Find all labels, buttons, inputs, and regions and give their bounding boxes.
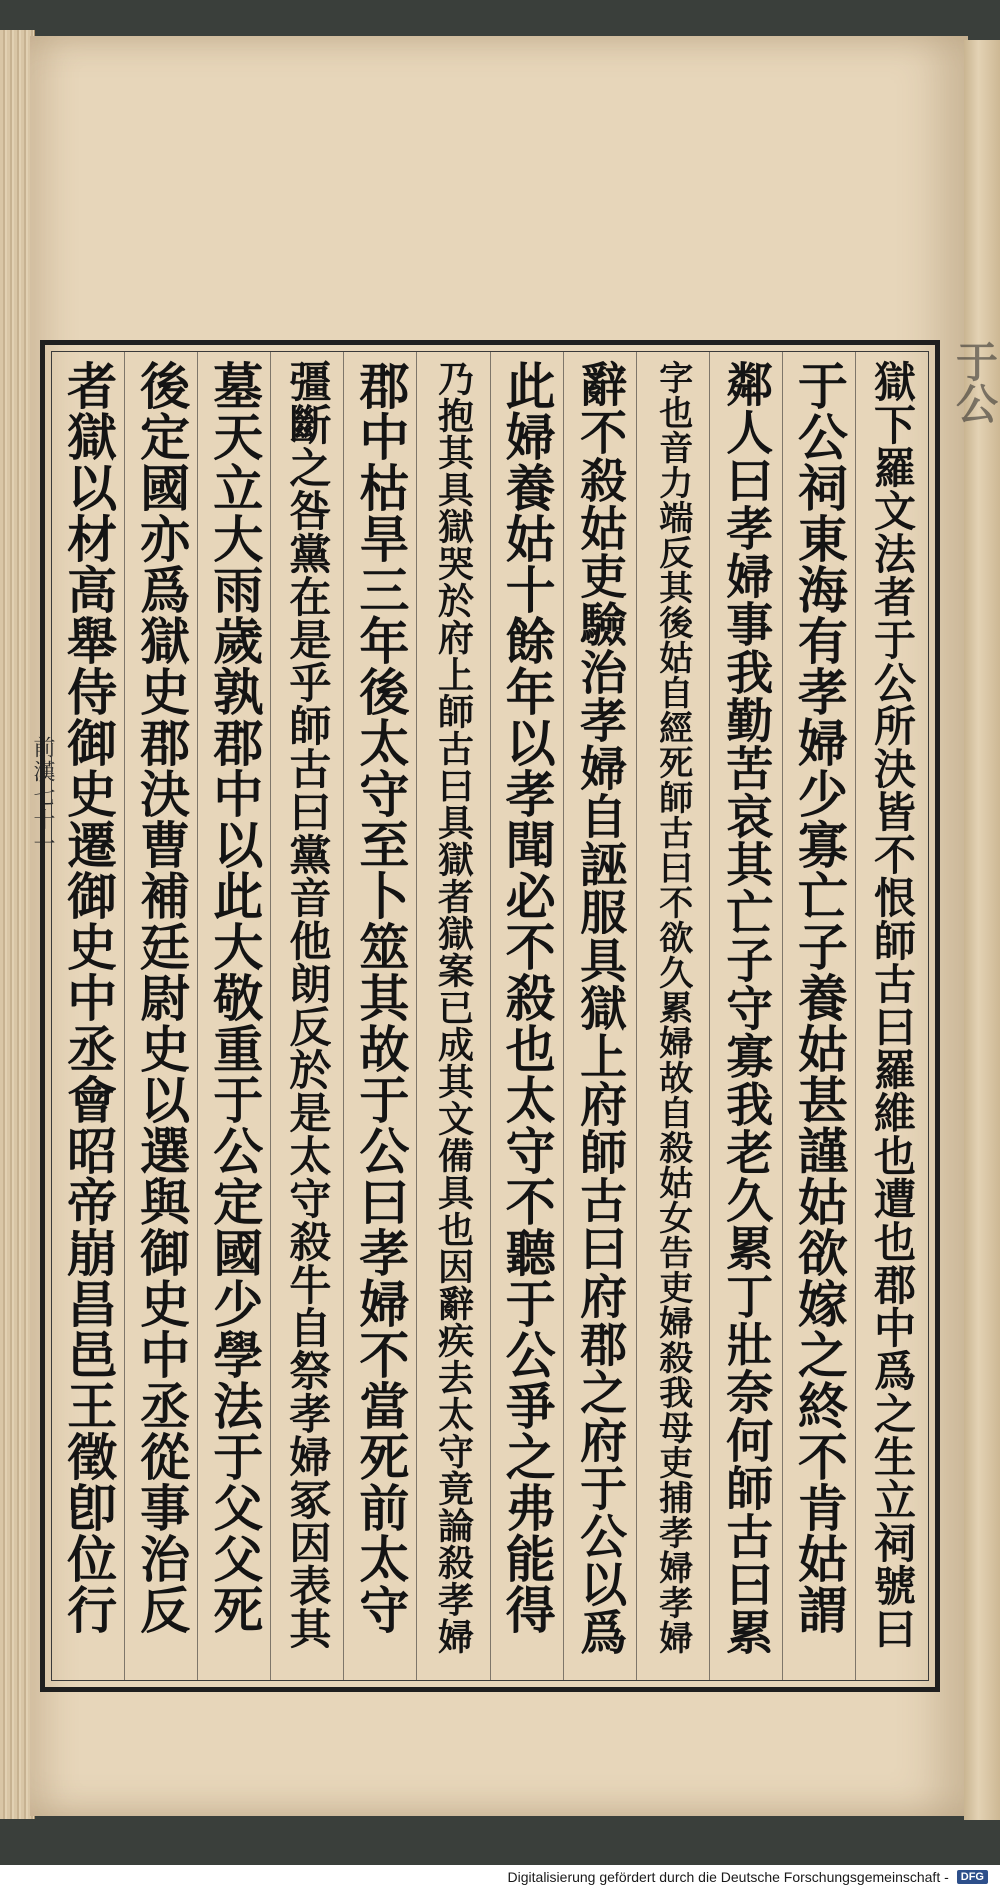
column-text: 墓天立大雨歲孰郡中以此大敬重于公定國少學法于父父死 xyxy=(205,360,265,1635)
text-column xyxy=(855,352,928,1680)
column-text: 此婦養姑十餘年以孝聞必不殺也太守不聽于公爭之弗能得 xyxy=(497,360,557,1635)
column-text: 郡中枯旱三年後太守至卜筮其故于公曰孝婦不當死前太守 xyxy=(351,360,411,1635)
footer-credit: Digitalisierung gefördert durch die Deutsche Forschungsgemeinschaft - xyxy=(507,1869,949,1885)
column-text: 字也音力端反其後姑自經死師古曰不欲久累婦故自殺姑女告吏婦殺我母吏捕孝婦孝婦 xyxy=(652,360,693,1655)
text-column xyxy=(782,352,855,1680)
text-column xyxy=(197,352,270,1680)
column-text: 于公祠東海有孝婦少寡亡子養姑甚謹姑欲嫁之終不肯姑謂 xyxy=(789,360,849,1635)
facing-page-text: 于公 xyxy=(950,340,999,424)
facing-page-edge xyxy=(950,40,1000,1820)
digitization-footer xyxy=(0,1865,1000,1889)
text-columns xyxy=(52,352,928,1680)
text-column xyxy=(636,352,709,1680)
text-column xyxy=(52,352,124,1680)
dfg-logo: DFG xyxy=(957,1870,988,1884)
column-text: 鄰人曰孝婦事我勤苦哀其亡子守寡我老久累丁壯奈何師古曰累 xyxy=(718,360,774,1656)
column-text: 獄下羅文法者于公所決皆不恨師古曰羅維也遭也郡中爲之生立祠號曰 xyxy=(867,360,917,1650)
text-frame-inner xyxy=(51,351,929,1681)
text-column xyxy=(563,352,636,1680)
column-text: 彊斷之咎黨在是乎師古曰黨音他朗反於是太守殺牛自祭孝婦冢因表其 xyxy=(283,360,333,1650)
text-column xyxy=(416,352,489,1680)
text-column xyxy=(343,352,416,1680)
column-text: 後定國亦爲獄史郡決曹補廷尉史以選與御史中丞從事治反 xyxy=(132,360,192,1635)
text-frame xyxy=(40,340,940,1692)
text-column xyxy=(490,352,563,1680)
column-text: 者獄以材高舉侍御史遷御史中丞會昭帝崩昌邑王徵卽位行 xyxy=(59,360,119,1635)
column-text: 乃抱其具獄哭於府上師古曰具獄者獄案已成其文備具也因辭疾去太守竟論殺孝婦 xyxy=(432,360,475,1655)
column-text: 辭不殺姑吏驗治孝婦自誣服具獄上府師古曰府郡之府于公以爲 xyxy=(572,360,628,1656)
text-column xyxy=(270,352,343,1680)
text-column xyxy=(124,352,197,1680)
text-column xyxy=(709,352,782,1680)
gutter-label: 前漢七十一 xyxy=(30,736,55,856)
